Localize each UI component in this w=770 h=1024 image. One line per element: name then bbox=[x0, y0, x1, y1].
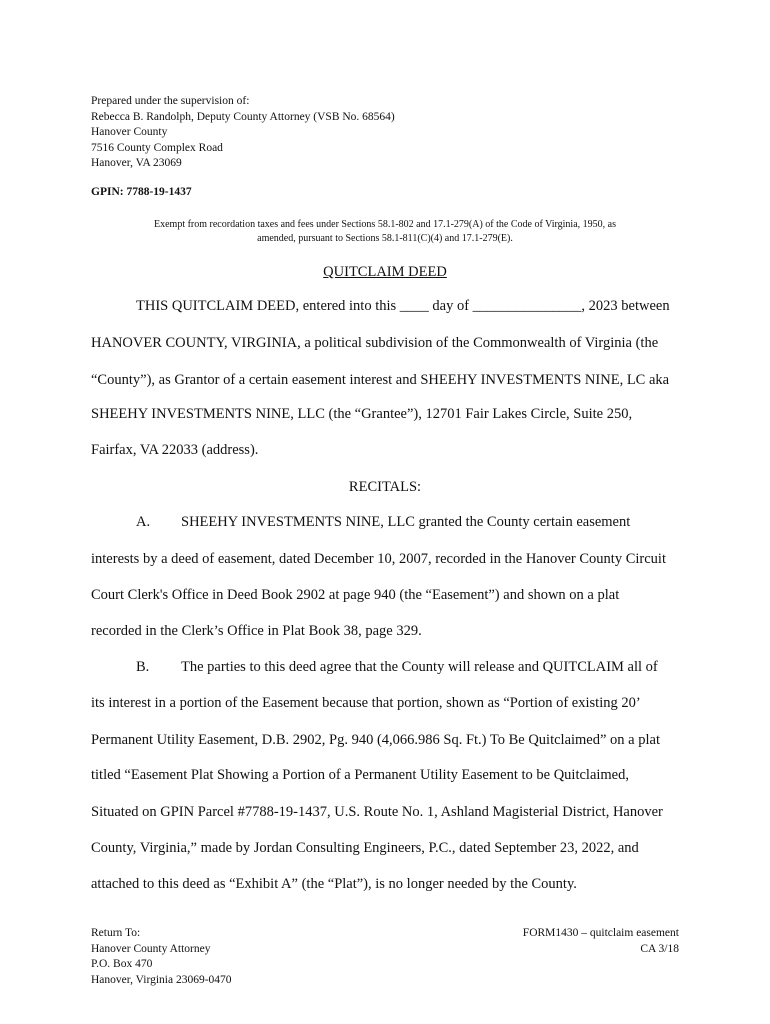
recital-a-letter: A. bbox=[136, 514, 151, 530]
recital-b-line: titled “Easement Plat Showing a Portion of a Permanent Utility Easement to be Quitclaimed, bbox=[91, 767, 629, 783]
intro-line: Fairfax, VA 22033 (address). bbox=[91, 442, 259, 458]
document-title-text: QUITCLAIM DEED bbox=[323, 264, 447, 280]
intro-line: SHEEHY INVESTMENTS NINE, LLC (the “Grantee”), 12701 Fair Lakes Circle, Suite 250, bbox=[91, 406, 633, 422]
recital-b-line: its interest in a portion of the Easement because that portion, shown as “Portion of existing 20’ bbox=[91, 695, 641, 711]
prepared-by-block bbox=[91, 94, 395, 172]
recitals-heading: RECITALS: bbox=[348, 479, 422, 495]
recital-b-line: Permanent Utility Easement, D.B. 2902, Pg. 940 (4,066.986 Sq. Ft.) To Be Quitclaimed” on a plat bbox=[91, 732, 660, 748]
prepared-line: Hanover County bbox=[91, 126, 168, 138]
return-line: Return To: bbox=[91, 927, 141, 939]
prepared-line: 7516 County Complex Road bbox=[91, 141, 223, 154]
exemption-line: amended, pursuant to Sections 58.1-811(C)(4) and 17.1-279(E). bbox=[257, 233, 513, 244]
recital-b-line: attached to this deed as “Exhibit A” (the “Plat”), is no longer needed by the County. bbox=[91, 876, 577, 892]
recital-a-line: recorded in the Clerk’s Office in Plat Book 38, page 329. bbox=[91, 623, 422, 639]
return-to-block bbox=[91, 926, 232, 988]
recital-b-first-line: The parties to this deed agree that the County will release and QUITCLAIM all of bbox=[181, 659, 658, 675]
exemption-line: Exempt from recordation taxes and fees under Sections 58.1-802 and 17.1-279(A) of the Code of Virginia, 1950, as bbox=[154, 219, 616, 230]
document-title bbox=[0, 264, 770, 281]
recital-a-line: interests by a deed of easement, dated December 10, 2007, recorded in the Hanover County Circuit bbox=[91, 551, 666, 567]
recital-a-first-line: SHEEHY INVESTMENTS NINE, LLC granted the County certain easement bbox=[181, 514, 631, 530]
form-line: FORM1430 – quitclaim easement bbox=[522, 927, 679, 939]
recital-a-line: Court Clerk's Office in Deed Book 2902 at page 940 (the “Easement”) and shown on a plat bbox=[91, 587, 620, 603]
recital-b-line: County, Virginia,” made by Jordan Consulting Engineers, P.C., dated September 23, 2022, and bbox=[91, 840, 639, 856]
exemption-notice bbox=[90, 218, 680, 246]
return-line: P.O. Box 470 bbox=[91, 958, 153, 970]
form-number-block bbox=[523, 926, 679, 957]
return-line: Hanover, Virginia 23069-0470 bbox=[91, 973, 232, 986]
prepared-line: Prepared under the supervision of: bbox=[91, 95, 250, 107]
recital-b-line: Situated on GPIN Parcel #7788-19-1437, U.S. Route No. 1, Ashland Magisterial District, Hanover bbox=[91, 804, 663, 820]
intro-line: THIS QUITCLAIM DEED, entered into this ____ day of _______________, 2023 between bbox=[136, 298, 670, 314]
return-line: Hanover County Attorney bbox=[91, 942, 211, 955]
form-line: CA 3/18 bbox=[640, 942, 679, 955]
gpin-number: GPIN: 7788-19-1437 bbox=[91, 186, 192, 198]
prepared-line: Hanover, VA 23069 bbox=[91, 157, 182, 169]
recital-b-letter: B. bbox=[136, 659, 150, 675]
intro-line: HANOVER COUNTY, VIRGINIA, a political subdivision of the Commonwealth of Virginia (the bbox=[91, 335, 659, 351]
prepared-line: Rebecca B. Randolph, Deputy County Attorney (VSB No. 68564) bbox=[91, 110, 395, 123]
intro-line: “County”), as Grantor of a certain easement interest and SHEEHY INVESTMENTS NINE, LC aka bbox=[91, 372, 670, 388]
